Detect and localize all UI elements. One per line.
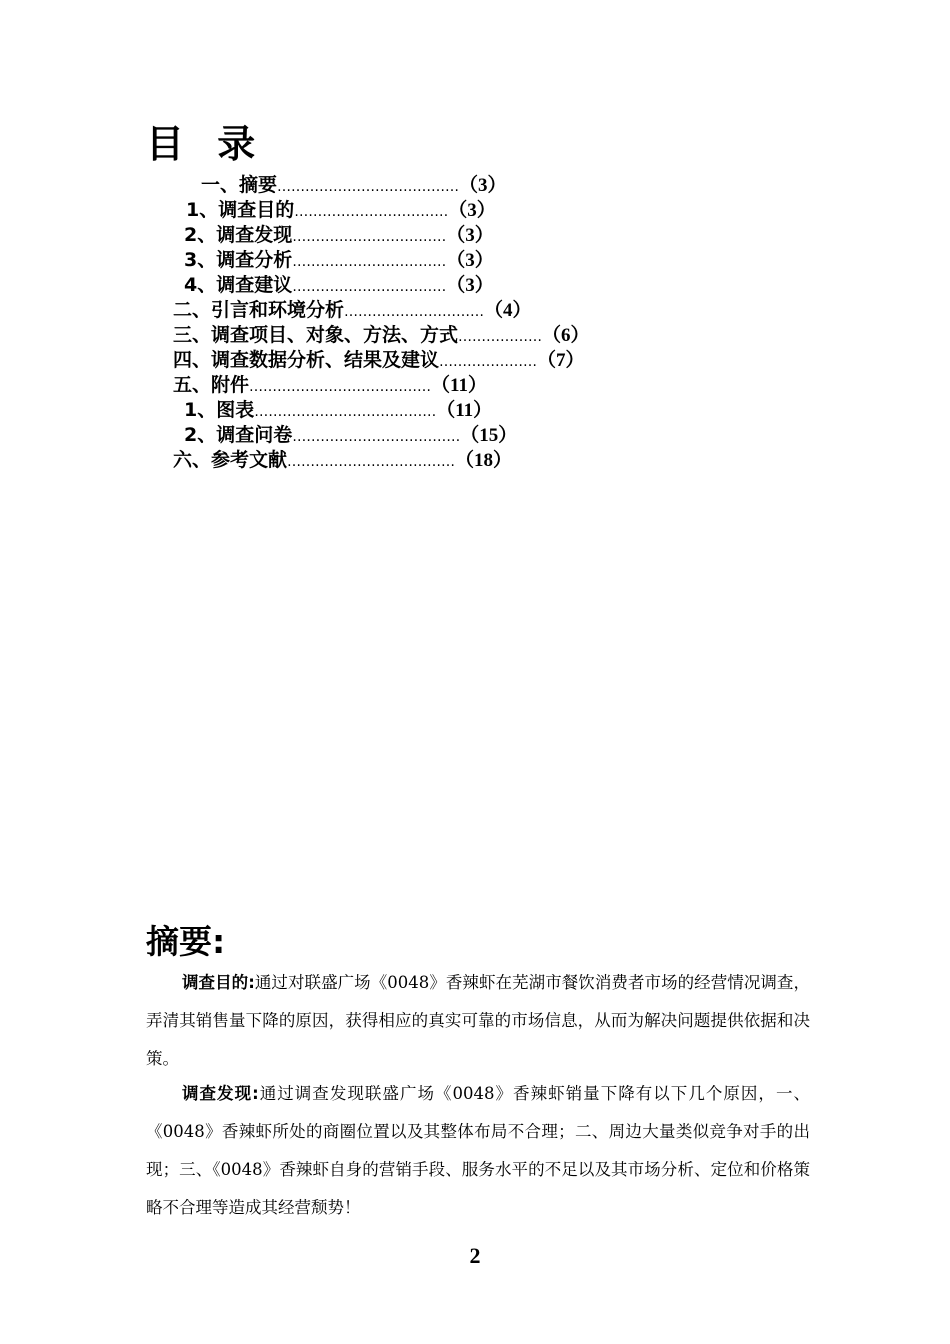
toc-entry-leader: ……………… xyxy=(458,329,543,345)
toc-entry-references[interactable] xyxy=(173,448,512,475)
abstract-paragraph-findings xyxy=(146,1075,810,1227)
toc-entry-appendix[interactable] xyxy=(173,373,487,400)
toc-entry-label: 1、图表 xyxy=(184,399,255,421)
toc-entry-page: （11） xyxy=(436,400,493,421)
toc-entry-page: （6） xyxy=(542,325,590,346)
toc-entry-page: （3） xyxy=(446,225,494,246)
toc-entry-abstract[interactable] xyxy=(201,173,507,200)
toc-entry-page: （3） xyxy=(446,275,494,296)
toc-entry-methods[interactable] xyxy=(173,323,590,350)
toc-title: 目 录 xyxy=(146,122,266,166)
toc-entry-label: 3、调查分析 xyxy=(184,249,293,271)
toc-entry-leader: ………………………………… xyxy=(254,404,437,420)
toc-entry-label: 2、调查发现 xyxy=(184,224,293,246)
toc-entry-charts[interactable] xyxy=(184,398,492,425)
toc-entry-leader: ………………………… xyxy=(344,304,485,320)
toc-entry-analysis[interactable] xyxy=(184,248,494,275)
toc-entry-page: （3） xyxy=(448,200,496,221)
toc-entry-suggestions[interactable] xyxy=(184,273,494,300)
toc-entry-label: 五、附件 xyxy=(173,374,250,396)
abstract-paragraph-purpose xyxy=(146,964,810,1078)
toc-entry-page: （11） xyxy=(431,375,487,396)
toc-entry-page: （18） xyxy=(455,450,513,471)
toc-entry-leader: …………………………… xyxy=(292,254,447,270)
toc-entry-findings[interactable] xyxy=(184,223,494,250)
abstract-heading: 摘要: xyxy=(146,922,226,961)
page-number: 2 xyxy=(469,1243,481,1268)
toc-entry-leader: ……………………………… xyxy=(292,429,461,445)
toc-entry-label: 2、调查问卷 xyxy=(184,424,293,446)
toc-entry-label: 三、调查项目、对象、方法、方式 xyxy=(173,324,459,346)
toc-entry-page: （3） xyxy=(446,250,494,271)
toc-entry-purpose[interactable] xyxy=(186,198,496,225)
toc-entry-page: （15） xyxy=(460,425,518,446)
toc-entry-leader: …………………………… xyxy=(292,229,447,245)
toc-entry-label: 六、参考文献 xyxy=(173,449,288,471)
paragraph-lead: 调查发现: xyxy=(182,1084,259,1103)
toc-entry-label: 4、调查建议 xyxy=(184,274,293,296)
toc-entry-label: 一、摘要 xyxy=(201,174,278,196)
paragraph-text: 通过对联盛广场《0048》香辣虾在芜湖市餐饮消费者市场的经营情况调查，弄清其销售量下降的原因，获得相应的真实可靠的市场信息，从而为解决问题提供依据和决策。 xyxy=(146,973,810,1068)
toc-entry-leader: ……………………………… xyxy=(287,454,456,470)
toc-entry-leader: ………………… xyxy=(439,354,538,370)
toc-entry-page: （7） xyxy=(537,350,585,371)
toc-entry-leader: ………………………………… xyxy=(249,379,432,395)
toc-entry-introduction[interactable] xyxy=(173,298,532,325)
toc-entry-page: （3） xyxy=(459,175,507,196)
toc-entry-leader: …………………………… xyxy=(292,279,447,295)
toc-entry-data-analysis[interactable] xyxy=(173,348,585,375)
paragraph-lead: 调查目的: xyxy=(182,973,255,992)
toc-entry-label: 二、引言和环境分析 xyxy=(173,299,345,321)
toc-entry-page: （4） xyxy=(484,300,532,321)
toc-entry-questionnaire[interactable] xyxy=(184,423,517,450)
toc-entry-leader: ………………………………… xyxy=(277,179,460,195)
toc-entry-leader: …………………………… xyxy=(294,204,449,220)
paragraph-text: 通过调查发现联盛广场《0048》香辣虾销量下降有以下几个原因，一、《0048》香辣虾所处的商圈位置以及其整体布局不合理；二、周边大量类似竞争对手的出现；三、《0048》香辣虾自身的营销手段、服务水平的不足以及其市场分析、定位和价格策略不合理等造成其经营颓势！ xyxy=(146,1084,810,1217)
toc-entry-label: 四、调查数据分析、结果及建议 xyxy=(173,349,440,371)
toc-entry-label: 1、调查目的 xyxy=(186,199,295,221)
